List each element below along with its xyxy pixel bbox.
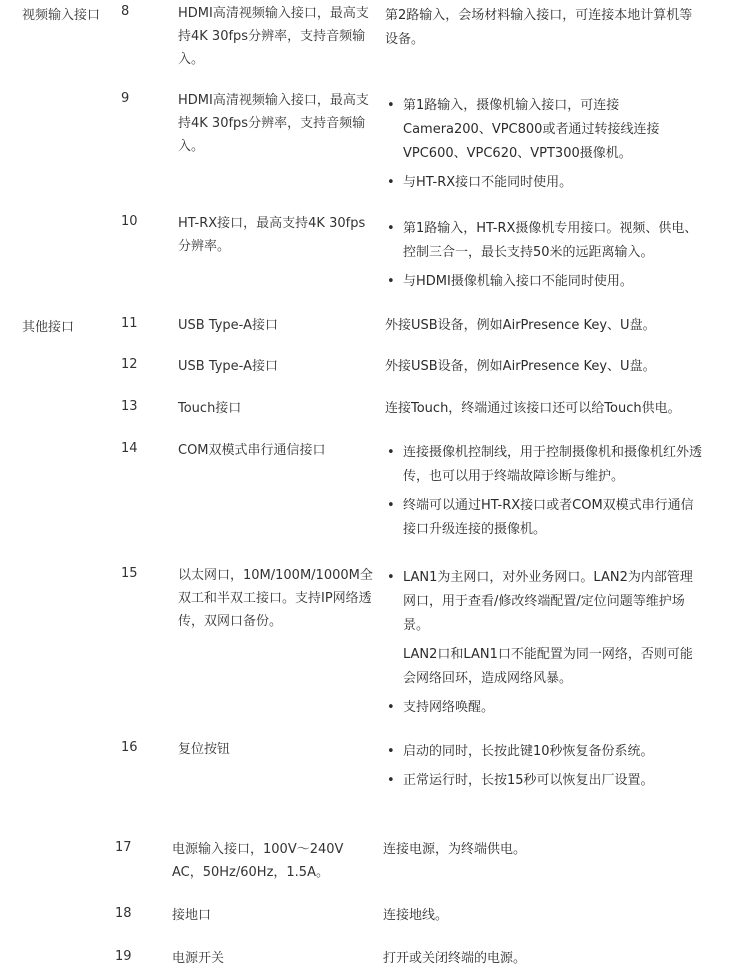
list-item: • 终端可以通过HT-RX接口或者COM双模式串行通信接口升级连接的摄像机。	[385, 494, 705, 542]
port-description: 外接USB设备，例如AirPresence Key、U盘。	[385, 318, 656, 333]
list-item: • 启动的同时，长按此键10秒恢复备份系统。	[385, 740, 705, 764]
port-description: 连接地线。	[383, 908, 449, 923]
row-number: 19	[115, 949, 132, 964]
bullet-icon: •	[387, 570, 395, 585]
port-description	[385, 441, 705, 547]
bullet-icon: •	[387, 221, 395, 236]
port-name: 接地口	[172, 908, 212, 923]
row-number: 17	[115, 840, 132, 855]
bullet-icon: •	[387, 700, 395, 715]
row-number: 16	[121, 740, 138, 755]
port-name: HDMI高清视频输入接口，最高支持4K 30fps分辨率，支持音频输入。	[178, 93, 369, 154]
row-number: 9	[121, 91, 130, 106]
list-item: • 支持网络唤醒。	[385, 696, 705, 720]
list-item: • 与HDMI摄像机输入接口不能同时使用。	[385, 270, 705, 294]
list-item: • 第1路输入，HT-RX摄像机专用接口。视频、供电、控制三合一，最长支持50米的远距离输入。	[385, 217, 705, 265]
row-number: 10	[121, 214, 138, 229]
bullet-icon: •	[387, 744, 395, 759]
port-description: 连接Touch，终端通过该接口还可以给Touch供电。	[385, 401, 681, 416]
bullet-icon: •	[387, 445, 395, 460]
list-item: • 连接摄像机控制线，用于控制摄像机和摄像机红外透传，也可以用于终端故障诊断与维护。	[385, 441, 705, 489]
category-video-input: 视频输入接口	[22, 8, 101, 23]
port-name: Touch接口	[178, 401, 242, 416]
port-name: USB Type-A接口	[178, 359, 278, 374]
bullet-icon: •	[387, 274, 395, 289]
row-number: 14	[121, 441, 138, 456]
bullet-icon: •	[387, 175, 395, 190]
row-number: 15	[121, 566, 138, 581]
note-text: LAN2口和LAN1口不能配置为同一网络，否则可能会网络回环，造成网络风暴。	[403, 647, 693, 686]
bullet-icon: •	[387, 498, 395, 513]
port-description	[385, 740, 705, 798]
port-description: 连接电源，为终端供电。	[383, 842, 527, 857]
port-name: HT-RX接口，最高支持4K 30fps分辨率。	[178, 216, 366, 254]
port-name: COM双模式串行通信接口	[178, 443, 326, 458]
port-name: 复位按钮	[178, 742, 231, 757]
bullet-icon: •	[387, 773, 395, 788]
bullet-icon: •	[387, 98, 395, 113]
port-name: 电源开关	[172, 951, 225, 966]
port-description: 第2路输入，会场材料输入接口，可连接本地计算机等设备。	[385, 8, 693, 47]
row-number: 12	[121, 357, 138, 372]
list-item: • 正常运行时，长按15秒可以恢复出厂设置。	[385, 769, 705, 793]
port-name: USB Type-A接口	[178, 318, 278, 333]
category-other: 其他接口	[22, 320, 75, 335]
list-item: • LAN1为主网口，对外业务网口。LAN2为内部管理网口，用于查看/修改终端配置/定位问题等维护场景。	[385, 566, 705, 638]
port-description	[385, 94, 705, 200]
port-description: 外接USB设备，例如AirPresence Key、U盘。	[385, 359, 656, 374]
port-description	[385, 217, 705, 299]
row-number: 11	[121, 316, 138, 331]
row-number: 18	[115, 906, 132, 921]
port-name: 以太网口，10M/100M/1000M全双工和半双工接口。支持IP网络透传，双网口备份。	[178, 568, 373, 629]
list-item: • 第1路输入，摄像机输入接口，可连接Camera200、VPC800或者通过转接线连接VPC600、VPC620、VPT300摄像机。	[385, 94, 705, 166]
port-description	[385, 566, 705, 725]
row-number: 13	[121, 399, 138, 414]
port-name: HDMI高清视频输入接口，最高支持4K 30fps分辨率，支持音频输入。	[178, 6, 369, 67]
port-name: 电源输入接口，100V～240V AC，50Hz/60Hz，1.5A。	[172, 842, 344, 880]
port-description: 打开或关闭终端的电源。	[383, 951, 527, 966]
row-number: 8	[121, 4, 130, 19]
list-item: • 与HT-RX接口不能同时使用。	[385, 171, 705, 195]
